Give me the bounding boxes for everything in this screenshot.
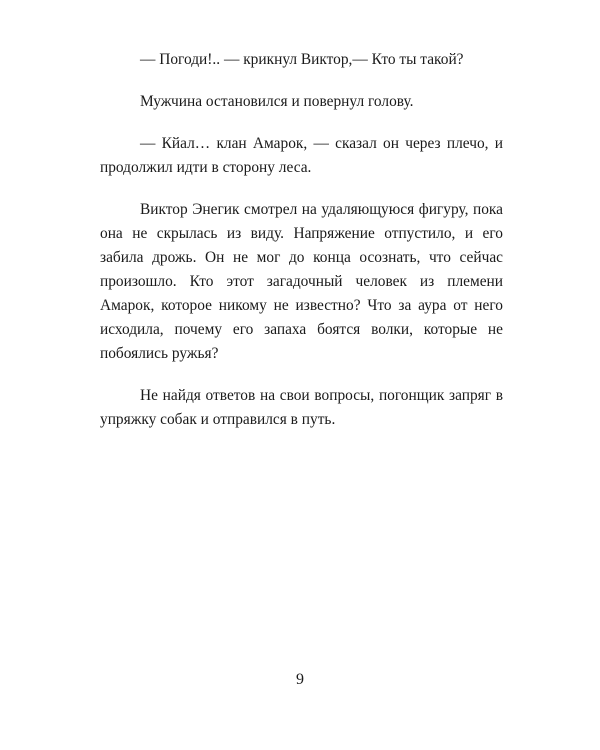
body-text bbox=[100, 48, 503, 450]
page-number: 9 bbox=[296, 671, 304, 688]
paragraph-departure: Не найдя ответов на свои вопросы, погонщик запряг в упряжку собак и отправился в путь. bbox=[100, 387, 503, 428]
paragraph-man-stopped: Мужчина остановился и повернул голову. bbox=[140, 93, 414, 110]
paragraph-clan-answer: — Кйал… клан Амарок, — сказал он через плечо, и продолжил идти в сторону леса. bbox=[100, 135, 503, 176]
paragraph-viktor-thoughts: Виктор Энегик смотрел на удаляющуюся фигуру, пока она не скрылась из виду. Напряжение отпустило, и его забила дрожь. Он не мог до конца осознать, что сейчас произошло. Кто этот загадочный человек из племени Амарок, которое никому не известно? Что за аура от него исходила, почему его запаха боятся волки, которые не побоялись ружья? bbox=[100, 201, 503, 362]
paragraph-dialogue-question: — Погоди!.. — крикнул Виктор,— Кто ты такой? bbox=[140, 51, 464, 68]
